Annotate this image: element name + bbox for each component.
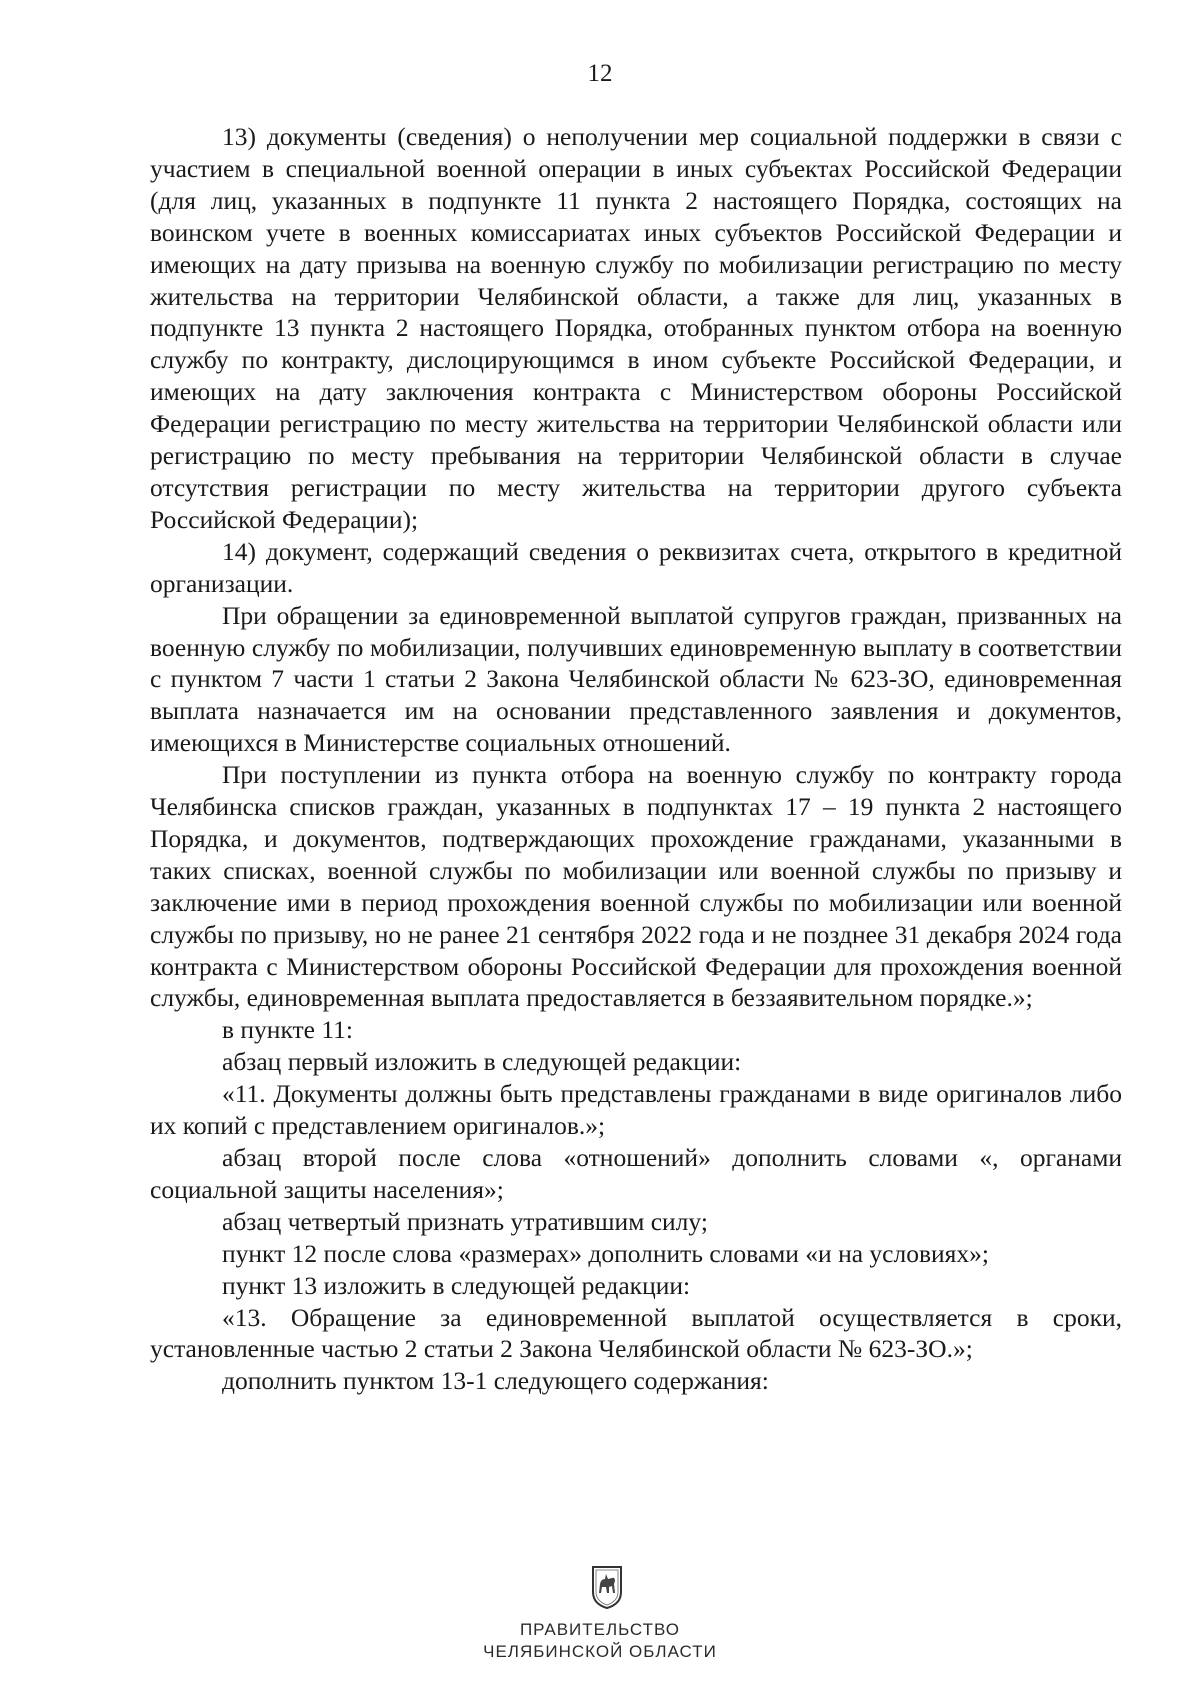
footer-org-line1: ПРАВИТЕЛЬСТВО: [519, 1620, 681, 1639]
paragraph-second-abzac: абзац второй после слова «отношений» дополнить словами «, органами социальной защиты населения»;: [150, 1143, 1122, 1204]
paragraph-first-abzac: абзац первый изложить в следующей редакции:: [222, 1047, 742, 1077]
document-body: [150, 121, 1122, 1397]
paragraph-item-13: 13) документы (сведения) о неполучении мер социальной поддержки в связи с участием в специальной военной операции в иных субъектах Российской Федерации (для лиц, указанных в подпункте 11 пункта 2 настоящего Порядка, состоящих на воинском учете в военных комиссариатах иных субъектов Российской Федерации и имеющих на дату призыва на военную службу по мобилизации регистрацию по месту жительства на территории Челябинской области, а также для лиц, указанных в подпункте 13 пункта 2 настоящего Порядка, отобранных пунктом отбора на военную службу по контракту, дислоцирующимся в ином субъекте Российской Федерации, и имеющих на дату заключения контракта с Министерством обороны Российской Федерации регистрацию по месту жительства на территории Челябинской области или регистрацию по месту пребывания на территории Челябинской области в случае отсутствия регистрации по месту жительства на территории другого субъекта Российской Федерации);: [150, 122, 1122, 534]
paragraph-in-point-11: в пункте 11:: [222, 1015, 353, 1045]
paragraph-fourth-abzac: абзац четвертый признать утратившим силу;: [222, 1206, 708, 1236]
coat-of-arms-icon: [590, 1564, 624, 1610]
paragraph-add-point-13-1: дополнить пунктом 13-1 следующего содержания:: [222, 1366, 769, 1396]
paragraph-point-13-text: «13. Обращение за единовременной выплатой осуществляется в сроки, установленные частью 2 статьи 2 Закона Челябинской области № 623-ЗО.»;: [150, 1302, 1122, 1364]
footer-org-line2: ЧЕЛЯБИНСКОЙ ОБЛАСТИ: [483, 1642, 717, 1661]
paragraph-spouses-payment: При обращении за единовременной выплатой супругов граждан, призванных на военную службу по мобилизации, получивших единовременную выплату в соответствии с пунктом 7 части 1 статьи 2 Закона Челябинской области № 623-ЗО, единовременная выплата назначается им на основании представленного заявления и документов, имеющихся в Министерстве социальных отношений.: [150, 600, 1122, 758]
paragraph-item-14: 14) документ, содержащий сведения о реквизитах счета, открытого в кредитной организации.: [150, 536, 1122, 598]
paragraph-point-11-text: «11. Документы должны быть представлены гражданами в виде оригиналов либо их копий с представлением оригиналов.»;: [150, 1079, 1122, 1141]
paragraph-contract-lists: При поступлении из пункта отбора на военную службу по контракту города Челябинска списков граждан, указанных в подпунктах 17 – 19 пункта 2 настоящего Порядка, и документов, подтверждающих прохождение гражданами, указанными в таких списках, военной службы по мобилизации или военной службы по призыву и заключение ими в период прохождения военной службы по мобилизации или военной службы по призыву, но не ранее 21 сентября 2022 года и не позднее 31 декабря 2024 года контракта с Министерством обороны Российской Федерации для прохождения военной службы, единовременная выплата предоставляется в беззаявительном порядке.»;: [150, 760, 1122, 1013]
page-number: 12: [587, 60, 613, 87]
paragraph-point-13: пункт 13 изложить в следующей редакции:: [222, 1270, 691, 1300]
paragraph-point-12: пункт 12 после слова «размерах» дополнить словами «и на условиях»;: [222, 1238, 989, 1268]
